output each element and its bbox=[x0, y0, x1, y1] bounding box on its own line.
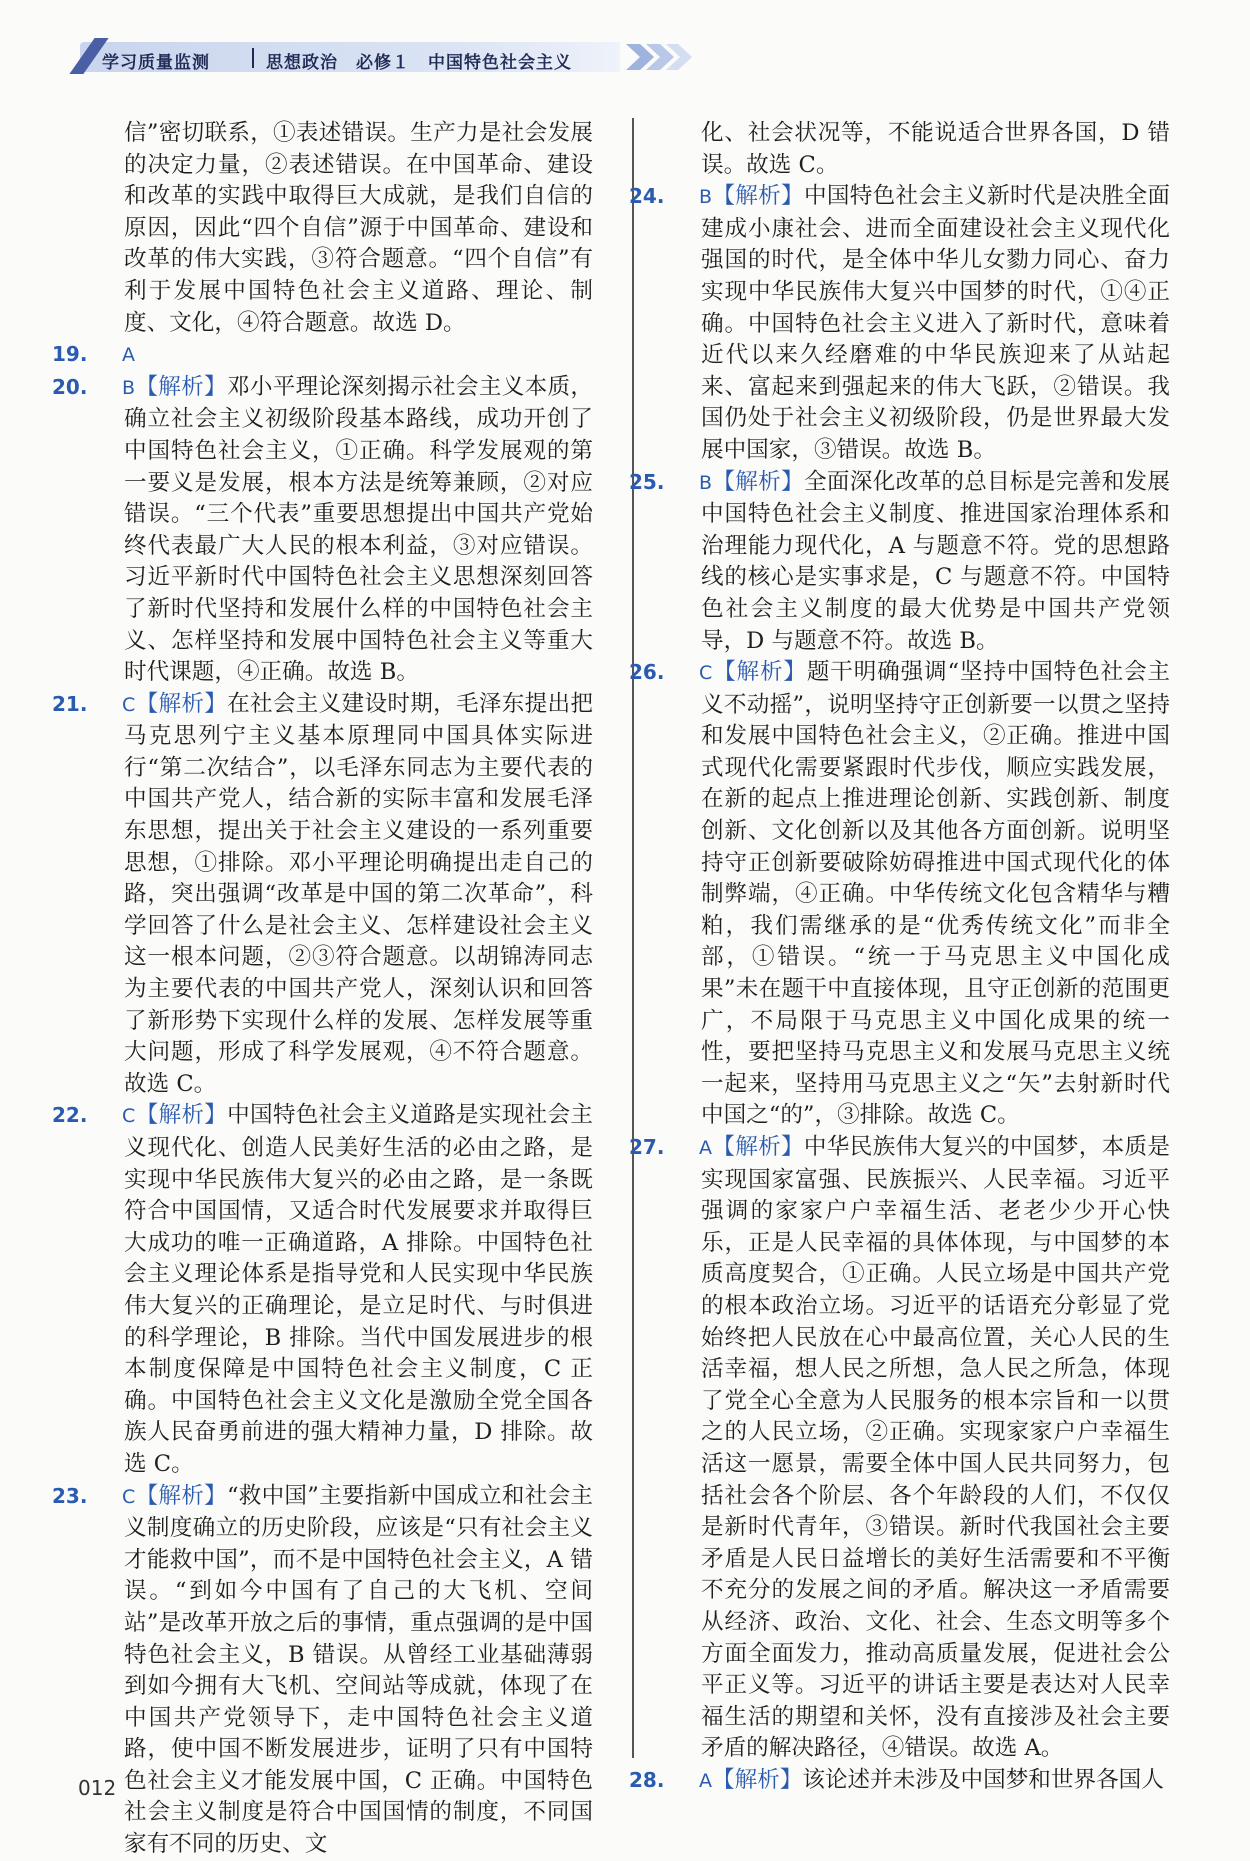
question-number: 20. bbox=[52, 374, 88, 399]
analysis-tag: 【解析】 bbox=[712, 1134, 804, 1160]
answer-item bbox=[629, 1132, 1170, 1765]
answer-item bbox=[52, 372, 594, 689]
analysis-tag: 【解析】 bbox=[712, 468, 804, 495]
answer-item bbox=[629, 181, 1171, 466]
analysis-tag: 【解析】 bbox=[712, 183, 804, 210]
explanation-text: 中国特色社会主义新时代是决胜全面建成小康社会、进而全面建设社会主义现代化强国的时代，是全体中华儿女勠力同心、奋力实现中华民族伟大复兴中国梦的时代，①④正确。中国特色社会主义进入了新时代，意味着近代以来久经磨难的中华民族迎来了从站起来、富起来到强起来的伟大飞跃，②错误。我国仍处于社会主义初级阶段，仍是世界最大发展中国家，③错误。故选 B。 bbox=[701, 183, 1171, 463]
analysis-tag: 【解析】 bbox=[135, 690, 228, 717]
answer-item bbox=[52, 339, 593, 372]
right-column bbox=[629, 118, 1171, 1797]
chevron-arrows-icon bbox=[626, 40, 696, 74]
question-number: 21. bbox=[52, 691, 88, 716]
answer-item bbox=[629, 657, 1170, 1132]
page-header bbox=[80, 36, 720, 76]
column-divider bbox=[632, 118, 634, 1758]
answer-item bbox=[52, 1481, 594, 1861]
analysis-tag: 【解析】 bbox=[135, 373, 227, 400]
answer-item bbox=[52, 1100, 594, 1480]
question-number: 22. bbox=[52, 1103, 88, 1128]
question-number: 27. bbox=[629, 1135, 665, 1159]
answer-continuation bbox=[665, 118, 1170, 181]
subject-title: 思想政治 必修１ 中国特色社会主义 bbox=[266, 53, 572, 73]
page-number: 012 bbox=[78, 1776, 117, 1800]
explanation-text: “救中国”主要指新中国成立和社会主义制度确立的历史阶段，应该是“只有社会主义才能救中国”，而不是中国特色社会主义，A 错误。“到如今中国有了自己的大飞机、空间站”是改革开放之后的事情，重点强调的是中国特色社会主义，B 错误。从曾经工业基础薄弱到如今拥有大飞机、空间站等成就，体现了在中国共产党领导下，走中国特色社会主义道路，使中国不断发展进步，证明了只有中国特色社会主义才能发展中国，C 正确。中国特色社会主义制度是符合中国国情的制度，不同国家有不同的历史、文 bbox=[124, 1482, 594, 1858]
explanation-text: 全面深化改革的总目标是完善和发展中国特色社会主义制度、推进国家治理体系和治理能力现代化，A 与题意不符。党的思想路线的核心是实事求是，C 与题意不符。中国特色社会主义制度的最大优势是中国共产党领导，D 与题意不符。故选 B。 bbox=[701, 468, 1171, 654]
answer-letter: A bbox=[122, 344, 135, 367]
answer-letter: C bbox=[122, 693, 136, 716]
answer-letter: B bbox=[699, 471, 713, 494]
explanation-text: 在社会主义建设时期，毛泽东提出把马克思列宁主义基本原理同中国具体实际进行“第二次结合”，以毛泽东同志为主要代表的中国共产党人，结合新的实际丰富和发展毛泽东思想，提出关于社会主义建设的一系列重要思想，①排除。邓小平理论明确提出走自己的路，突出强调“改革是中国的第二次革命”，科学回答了什么是社会主义、怎样建设社会主义这一根本问题，②③符合题意。以胡锦涛同志为主要代表的中国共产党人，深刻认识和回答了新形势下实现什么样的发展、怎样发展等重大问题，形成了科学发展观，④不符合题意。故选 C。 bbox=[124, 690, 594, 1097]
left-column bbox=[52, 118, 594, 1861]
answer-letter: A bbox=[699, 1769, 712, 1792]
analysis-tag: 【解析】 bbox=[135, 1102, 228, 1129]
answer-letter: B bbox=[699, 186, 713, 209]
answer-letter: B bbox=[122, 376, 136, 399]
question-number: 23. bbox=[52, 1483, 88, 1508]
answer-letter: C bbox=[122, 1485, 136, 1508]
answer-continuation bbox=[88, 118, 593, 339]
question-number: 26. bbox=[629, 660, 665, 685]
answer-item bbox=[629, 1765, 1170, 1798]
explanation-text: 题干明确强调“坚持中国特色社会主义不动摇”，说明坚持守正创新要一以贯之坚持和发展中国特色社会主义，②正确。推进中国式现代化需要紧跟时代步伐，顺应实践发展，在新的起点上推进理论创新、实践创新、制度创新、文化创新以及其他各方面创新。说明坚持守正创新要破除妨碍推进中国式现代化的体制弊端，④正确。中华传统文化包含精华与糟粕，我们需继承的是“优秀传统文化”而非全部，①错误。“统一于马克思主义中国化成果”未在题干中直接体现，且守正创新的范围更广，不局限于马克思主义中国化成果的统一性，要把坚持马克思主义和发展马克思主义统一起来，坚持用马克思主义之“矢”去射新时代中国之“的”，③排除。故选 C。 bbox=[701, 659, 1170, 1129]
explanation-text: 信”密切联系，①表述错误。生产力是社会发展的决定力量，②表述错误。在中国革命、建设和改革的实践中取得巨大成就，是我们自信的原因，因此“四个自信”源于中国革命、建设和改革的伟大实践，③符合题意。“四个自信”有利于发展中国特色社会主义道路、理论、制度、文化，④符合题意。故选 D。 bbox=[124, 120, 593, 336]
question-number: 28. bbox=[629, 1767, 665, 1792]
explanation-text: 该论述并未涉及中国梦和世界各国人 bbox=[802, 1766, 1164, 1793]
analysis-tag: 【解析】 bbox=[712, 659, 807, 686]
explanation-text: 化、社会状况等，不能说适合世界各国，D 错误。故选 C。 bbox=[701, 120, 1170, 178]
question-number: 24. bbox=[629, 184, 665, 209]
answer-letter: C bbox=[122, 1105, 136, 1128]
explanation-text: 中国特色社会主义道路是实现社会主义现代化、创造人民美好生活的必由之路，是实现中华民族伟大复兴的必由之路，是一条既符合中国国情，又适合时代发展要求并取得巨大成功的唯一正确道路，A 排除。中国特色社会主义理论体系是指导党和人民实现中华民族伟大复兴的正确理论，是立足时代、与时俱进的科学理论，B 排除。当代中国发展进步的根本制度保障是中国特色社会主义制度，C 正确。中国特色社会主义文化是激励全党全国各族人民奋勇前进的强大精神力量，D 排除。故选 C。 bbox=[124, 1102, 594, 1477]
header-divider bbox=[252, 48, 254, 68]
question-number: 19. bbox=[52, 342, 88, 367]
answer-letter: A bbox=[699, 1137, 712, 1159]
analysis-tag: 【解析】 bbox=[135, 1482, 227, 1509]
explanation-text: 邓小平理论深刻揭示社会主义本质，确立社会主义初级阶段基本路线，成功开创了中国特色社会主义，①正确。科学发展观的第一要义是发展，根本方法是统筹兼顾，②对应错误。“三个代表”重要思想提出中国共产党始终代表最广大人民的根本利益，③对应错误。习近平新时代中国特色社会主义思想深刻回答了新时代坚持和发展什么样的中国特色社会主义、怎样坚持和发展中国特色社会主义等重大时代课题，④正确。故选 B。 bbox=[124, 373, 594, 686]
answer-item bbox=[52, 689, 594, 1101]
analysis-tag: 【解析】 bbox=[712, 1766, 803, 1793]
answer-item bbox=[629, 467, 1171, 658]
answer-letter: C bbox=[699, 662, 713, 685]
question-number: 25. bbox=[629, 469, 665, 494]
explanation-text: 中华民族伟大复兴的中国梦，本质是实现国家富强、民族振兴、人民幸福。习近平强调的家家户户幸福生活、老老少少开心快乐，正是人民幸福的具体体现，与中国梦的本质高度契合，①正确。人民立场是中国共产党的根本政治立场。习近平的话语充分彰显了党始终把人民放在心中最高位置，关心人民的生活幸福，想人民之所想，急人民之所急，体现了党全心全意为人民服务的根本宗旨和一以贯之的人民立场，②正确。实现家家户户幸福生活这一愿景，需要全体中国人民共同努力，包括社会各个阶层、各个年龄段的人们，不仅仅是新时代青年，③错误。新时代我国社会主要矛盾是人民日益增长的美好生活需要和不平衡不充分的发展之间的矛盾。解决这一矛盾需要从经济、政治、文化、社会、生态文明等多个方面全面发力，推动高质量发展，促进社会公平正义等。习近平的讲话主要是表达对人民幸福生活的期望和关怀，没有直接涉及社会主要矛盾的解决路径，④错误。故选 A。 bbox=[701, 1134, 1170, 1762]
series-title: 学习质量监测 bbox=[102, 53, 210, 73]
